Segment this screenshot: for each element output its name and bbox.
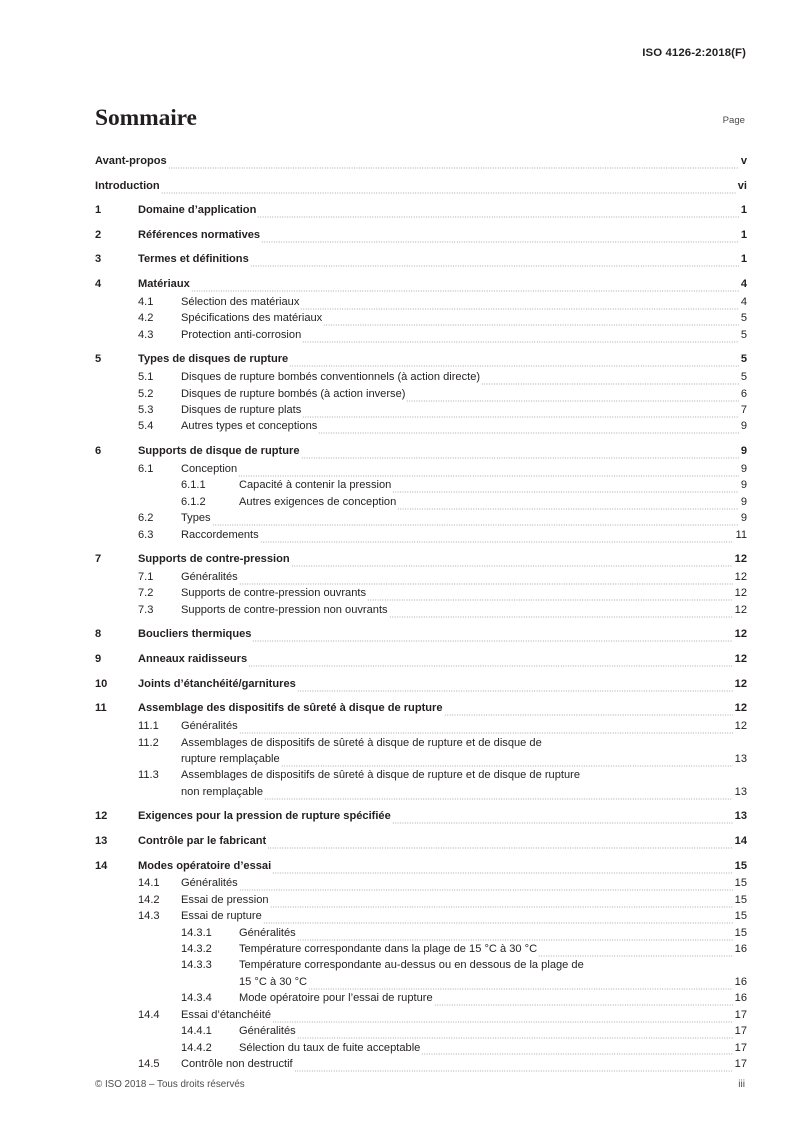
toc-entry-body [181,569,747,585]
toc-entry-body [138,276,747,292]
toc-entry-body [239,477,747,493]
toc-leader-dots [289,357,739,368]
toc-entry-number: 11.2 [138,736,159,749]
toc-entry-label: Exigences pour la pression de rupture spécifiée [138,810,391,823]
toc-entry-label: Termes et définitions [138,253,249,266]
toc-leader-dots [239,574,733,585]
toc-entry-number: 14.3 [138,910,160,923]
toc-entry[interactable] [95,310,747,326]
toc-entry[interactable] [95,1007,747,1023]
toc-entry-label: Anneaux raidisseurs [138,653,248,666]
toc-leader-dots [272,863,732,874]
toc-entry-body [239,941,747,957]
toc-entry-label: Assemblage des dispositifs de sûreté à disque de rupture [138,702,443,715]
toc-entry-number: 14.5 [138,1057,160,1070]
toc-entry[interactable] [95,676,747,692]
toc-entry-page-number: 16 [734,975,747,988]
toc-leader-dots [212,516,739,527]
toc-leader-dots [239,724,733,735]
toc-entry-page-number: 15 [734,859,747,872]
toc-leader-dots [168,158,739,169]
toc-leader-dots [281,756,733,767]
toc-entry-number: 6.1 [138,462,154,475]
toc-entry[interactable] [95,1040,747,1056]
toc-entry-label: Avant-propos [95,155,167,167]
toc-entry-page-number: 9 [740,420,747,433]
toc-entry-body [138,676,747,692]
toc-leader-dots [261,232,739,243]
toc-entry-number: 2 [95,228,102,241]
toc-entry[interactable] [95,602,747,618]
toc-entry-body [138,443,747,459]
toc-entry-body [181,767,747,800]
toc-leader-dots [260,532,734,543]
toc-entry-page-number: 16 [734,943,747,956]
toc-entry-page-number: 17 [734,1025,747,1038]
toc-entry-label: Références normatives [138,228,261,241]
toc-entry-body [95,178,747,194]
toc-entry-body [181,718,747,734]
toc-entry[interactable] [95,735,747,768]
toc-leader-dots [291,557,733,568]
toc-entry[interactable] [95,294,747,310]
toc-entry-number: 12 [95,810,108,823]
toc-entry-number: 5.1 [138,371,154,384]
toc-entry-page-number: 7 [740,404,747,416]
toc-entry-number: 5.4 [138,420,154,433]
toc-entry-body [138,202,747,218]
toc-entry-number: 6.1.1 [181,479,206,492]
toc-entry[interactable] [95,808,747,824]
toc-leader-dots [264,789,733,800]
toc-entry[interactable] [95,494,747,510]
toc-entry-page-number: 9 [740,445,747,457]
toc-entry-number: 4.2 [138,312,154,325]
toc-entry-label: Domaine d’application [138,204,257,217]
toc-entry-page-number: 17 [734,1041,747,1054]
toc-entry[interactable] [95,925,747,941]
toc-entry-body [181,602,747,618]
toc-entry-label: Autres exigences de conception [239,495,397,508]
toc-entry-page-number: 15 [734,877,747,890]
toc-entry[interactable] [95,858,747,874]
toc-leader-dots [272,1012,733,1023]
toc-entry-number: 11.1 [138,720,159,733]
toc-entry[interactable] [95,941,747,957]
toc-entry-page-number: 16 [734,992,747,1005]
toc-entry-body [239,1040,747,1056]
toc-entry-number: 14 [95,859,108,872]
toc-entry[interactable] [95,833,747,849]
toc-entry-body [181,294,747,310]
toc-entry-body [181,892,747,908]
toc-leader-dots [421,1045,732,1056]
toc-entry-body [181,1007,747,1023]
toc-entry-label: Essai de pression [181,893,269,906]
toc-entry-page-number: 5 [740,328,747,341]
toc-entry-number: 4 [95,277,102,290]
toc-entry-body [239,1023,747,1039]
toc-entry-number: 14.3.4 [181,992,212,1005]
title-row [95,107,745,131]
toc-entry-page-number: 12 [734,677,747,690]
toc-entry-number: 4.1 [138,295,154,308]
toc-entry-page-number: 12 [734,587,747,600]
toc-leader-dots [481,375,739,386]
toc-entry-page-number: 4 [740,277,747,290]
toc-entry[interactable] [95,402,747,418]
toc-entry-page-number: 12 [734,702,747,715]
toc-entry-label: Supports de contre-pression [138,553,290,566]
toc-entry[interactable] [95,202,747,218]
toc-entry-page-number: 15 [734,893,747,906]
toc-entry-label: Disques de rupture bombés (à action inverse) [181,387,406,400]
toc-entry-page-number: 1 [740,204,747,217]
toc-entry-page-number: 12 [734,553,747,566]
toc-entry-number: 11 [95,702,107,715]
document-header [95,47,746,59]
toc-entry-body [138,626,747,642]
toc-entry-number: 6.2 [138,512,154,525]
toc-entry-page-number: 14 [734,834,747,847]
toc-entry-page-number: vi [737,179,747,192]
toc-entry-page-number: 15 [734,910,747,923]
toc-entry-label: Disques de rupture plats [181,404,302,416]
toc-entry-label: Autres types et conceptions [181,420,318,433]
toc-leader-dots [250,257,739,268]
toc-entry[interactable] [95,767,747,800]
toc-entry[interactable] [95,718,747,734]
toc-entry-body [239,494,747,510]
toc-entry-label: Spécifications des matériaux [181,312,323,325]
toc-entry[interactable] [95,227,747,243]
toc-entry-body [181,386,747,402]
toc-entry[interactable] [95,551,747,567]
toc-entry-body [138,833,747,849]
toc-entry-number: 14.3.3 [181,959,212,972]
toc-entry-page-number: 4 [740,295,747,308]
toc-entry-number: 10 [95,677,108,690]
toc-entry-label: Types de disques de rupture [138,353,289,366]
toc-entry-page-number: 1 [740,253,747,266]
toc-entry-number: 11.3 [138,769,159,782]
toc-entry-number: 3 [95,253,102,266]
toc-entry[interactable] [95,585,747,601]
toc-leader-dots [161,183,736,194]
toc-entry-number: 8 [95,628,102,641]
toc-entry-number: 14.3.2 [181,943,212,956]
toc-entry-body [138,551,747,567]
toc-entry-label: Supports de contre-pression non ouvrants [181,603,388,616]
toc-entry[interactable] [95,418,747,434]
toc-entry-label: Généralités [181,720,238,733]
toc-entry[interactable] [95,527,747,543]
toc-entry-page-number: 12 [734,720,747,733]
toc-entry-number: 7.2 [138,587,154,600]
toc-entry[interactable] [95,990,747,1006]
page-folio: iii [738,1079,745,1090]
toc-entry[interactable] [95,510,747,526]
standard-reference: ISO 4126-2:2018(F) [642,47,746,59]
toc-entry-body [239,990,747,1006]
toc-leader-dots [392,814,733,825]
toc-entry[interactable] [95,369,747,385]
toc-entry-label: Généralités [239,1025,296,1038]
toc-entry-label: Mode opératoire pour l’essai de rupture [239,992,433,1005]
toc-entry-number: 14.4.2 [181,1041,212,1054]
toc-entry-label-continuation: rupture remplaçable [181,752,280,765]
toc-leader-dots [248,656,733,667]
toc-entry-number: 5.3 [138,404,154,416]
toc-entry-number: 6 [95,445,102,457]
toc-entry-body [181,735,747,768]
document-footer [95,1079,745,1090]
toc-entry[interactable] [95,892,747,908]
toc-entry-number: 5.2 [138,387,154,400]
toc-entry-page-number: 17 [734,1008,747,1021]
toc-entry[interactable] [95,1056,747,1072]
toc-leader-dots [297,681,733,692]
toc-entry-label: Température correspondante au-dessus ou en dessous de la plage de [239,959,584,972]
toc-leader-dots [318,424,739,435]
toc-entry[interactable] [95,651,747,667]
toc-entry-label: Sélection du taux de fuite acceptable [239,1041,421,1054]
toc-entry-label: Sélection des matériaux [181,295,300,308]
toc-entry[interactable] [95,875,747,891]
toc-leader-dots [302,407,739,418]
toc-entry-label: Supports de contre-pression ouvrants [181,587,366,600]
toc-entry-body [181,402,747,418]
toc-entry[interactable] [95,477,747,493]
toc-leader-dots [300,299,738,310]
toc-entry-page-number: 12 [734,571,747,584]
toc-entry-body [138,808,747,824]
toc-leader-dots [239,881,733,892]
toc-entry-label: Disques de rupture bombés conventionnels (à action directe) [181,371,481,384]
toc-entry-page-number: 5 [740,353,747,366]
toc-entry-body [239,925,747,941]
toc-entry-label: Capacité à contenir la pression [239,479,392,492]
toc-leader-dots [308,979,733,990]
toc-entry-number: 4.3 [138,328,154,341]
toc-entry-page-number: 11 [735,528,747,541]
toc-leader-dots [444,706,733,717]
toc-leader-dots [294,1061,733,1072]
toc-entry-number: 14.3.1 [181,926,212,939]
toc-entry-body [181,510,747,526]
toc-entry-label: Assemblages de dispositifs de sûreté à disque de rupture et de disque de rupture [181,769,581,782]
toc-leader-dots [434,996,733,1007]
toc-entry-page-number: 17 [734,1057,747,1070]
toc-entry[interactable] [95,700,747,716]
toc-entry-page-number: 9 [740,495,747,508]
toc-entry-number: 7 [95,553,102,566]
toc-entry-page-number: 13 [734,810,747,823]
toc-entry-number: 9 [95,653,102,666]
toc-leader-dots [252,632,732,643]
toc-entry-page-number: 9 [740,479,747,492]
toc-entry[interactable] [95,626,747,642]
toc-entry-number: 14.2 [138,893,160,906]
page-title: Sommaire [95,105,197,131]
toc-entry-page-number: 1 [740,228,747,241]
toc-entry[interactable] [95,153,747,169]
toc-entry[interactable] [95,443,747,459]
toc-leader-dots [238,466,739,477]
toc-entry-page-number: v [740,155,747,167]
toc-entry-body [138,351,747,367]
toc-entry[interactable] [95,461,747,477]
toc-leader-dots [397,499,739,510]
table-of-contents [95,153,747,1072]
toc-leader-dots [392,483,739,494]
toc-entry-body [181,1056,747,1072]
toc-entry-label: Généralités [181,571,238,584]
toc-entry-page-number: 13 [734,785,747,798]
toc-entry-label: Essai de rupture [181,910,262,923]
toc-leader-dots [389,607,733,618]
toc-entry-body [181,527,747,543]
toc-entry-page-number: 9 [740,462,747,475]
toc-entry[interactable] [95,1023,747,1039]
toc-leader-dots [267,838,732,849]
toc-entry-number: 6.1.2 [181,495,206,508]
toc-entry-page-number: 5 [740,371,747,384]
toc-leader-dots [406,391,738,402]
toc-entry-body [181,418,747,434]
toc-entry-body [181,369,747,385]
toc-entry-label: Conception [181,462,238,475]
toc-entry[interactable] [95,178,747,194]
toc-entry-body [138,651,747,667]
toc-entry-label: Contrôle non destructif [181,1057,293,1070]
toc-entry-body [239,957,747,990]
toc-entry-label: Assemblages de dispositifs de sûreté à disque de rupture et de disque de [181,736,542,749]
toc-leader-dots [367,591,733,602]
toc-entry-body [181,908,747,924]
toc-entry-number: 13 [95,834,108,847]
toc-entry-label-continuation: non remplaçable [181,785,264,798]
toc-entry-page-number: 5 [740,312,747,325]
toc-entry-body [181,310,747,326]
toc-entry[interactable] [95,908,747,924]
toc-entry-number: 1 [95,204,102,217]
toc-entry[interactable] [95,386,747,402]
toc-entry-label: Raccordements [181,528,259,541]
toc-entry[interactable] [95,327,747,343]
toc-entry-body [95,153,747,169]
toc-entry-body [181,875,747,891]
toc-entry-label: Joints d’étanchéité/garnitures [138,677,296,690]
toc-entry[interactable] [95,957,747,990]
toc-entry[interactable] [95,351,747,367]
toc-entry-number: 7.3 [138,603,154,616]
toc-entry-body [181,585,747,601]
toc-leader-dots [257,208,738,219]
toc-entry-page-number: 12 [734,603,747,616]
toc-entry-page-number: 12 [734,653,747,666]
toc-entry-number: 5 [95,353,102,366]
toc-entry-body [138,251,747,267]
toc-entry-body [138,227,747,243]
toc-entry[interactable] [95,569,747,585]
page-column-header: Page [722,115,745,126]
toc-entry-label: Modes opératoire d’essai [138,859,272,872]
toc-entry-body [138,858,747,874]
toc-leader-dots [538,946,733,957]
toc-leader-dots [263,914,733,925]
toc-entry-number: 14.4.1 [181,1025,212,1038]
toc-entry-number: 14.4 [138,1008,160,1021]
copyright-notice: © ISO 2018 – Tous droits réservés [95,1079,245,1090]
toc-entry-label: Essai d’étanchéité [181,1008,272,1021]
toc-entry-label: Matériaux [138,277,190,290]
toc-leader-dots [297,1029,733,1040]
toc-entry-label-continuation: 15 °C à 30 °C [239,975,308,988]
toc-leader-dots [191,281,739,292]
toc-entry-body [181,327,747,343]
toc-leader-dots [301,448,739,459]
toc-entry-label: Protection anti-corrosion [181,328,302,341]
toc-entry-label: Généralités [181,877,238,890]
toc-entry-page-number: 12 [734,628,747,641]
toc-entry-page-number: 9 [740,512,747,525]
toc-leader-dots [323,316,739,327]
toc-entry-body [181,461,747,477]
toc-entry-label: Boucliers thermiques [138,628,252,641]
toc-entry-page-number: 6 [740,387,747,400]
toc-entry-label: Généralités [239,926,296,939]
toc-entry-label: Introduction [95,179,160,192]
toc-entry-number: 14.1 [138,877,160,890]
toc-entry-number: 7.1 [138,571,154,584]
toc-entry-label: Température correspondante dans la plage de 15 °C à 30 °C [239,943,538,956]
toc-leader-dots [270,897,733,908]
toc-entry-number: 6.3 [138,528,154,541]
toc-entry-page-number: 13 [734,752,747,765]
toc-entry[interactable] [95,251,747,267]
toc-entry-label: Supports de disque de rupture [138,445,300,457]
toc-leader-dots [297,930,733,941]
toc-entry-body [138,700,747,716]
toc-entry-label: Types [181,512,211,525]
toc-entry[interactable] [95,276,747,292]
toc-entry-label: Contrôle par le fabricant [138,834,267,847]
toc-leader-dots [302,332,739,343]
toc-entry-page-number: 15 [734,926,747,939]
